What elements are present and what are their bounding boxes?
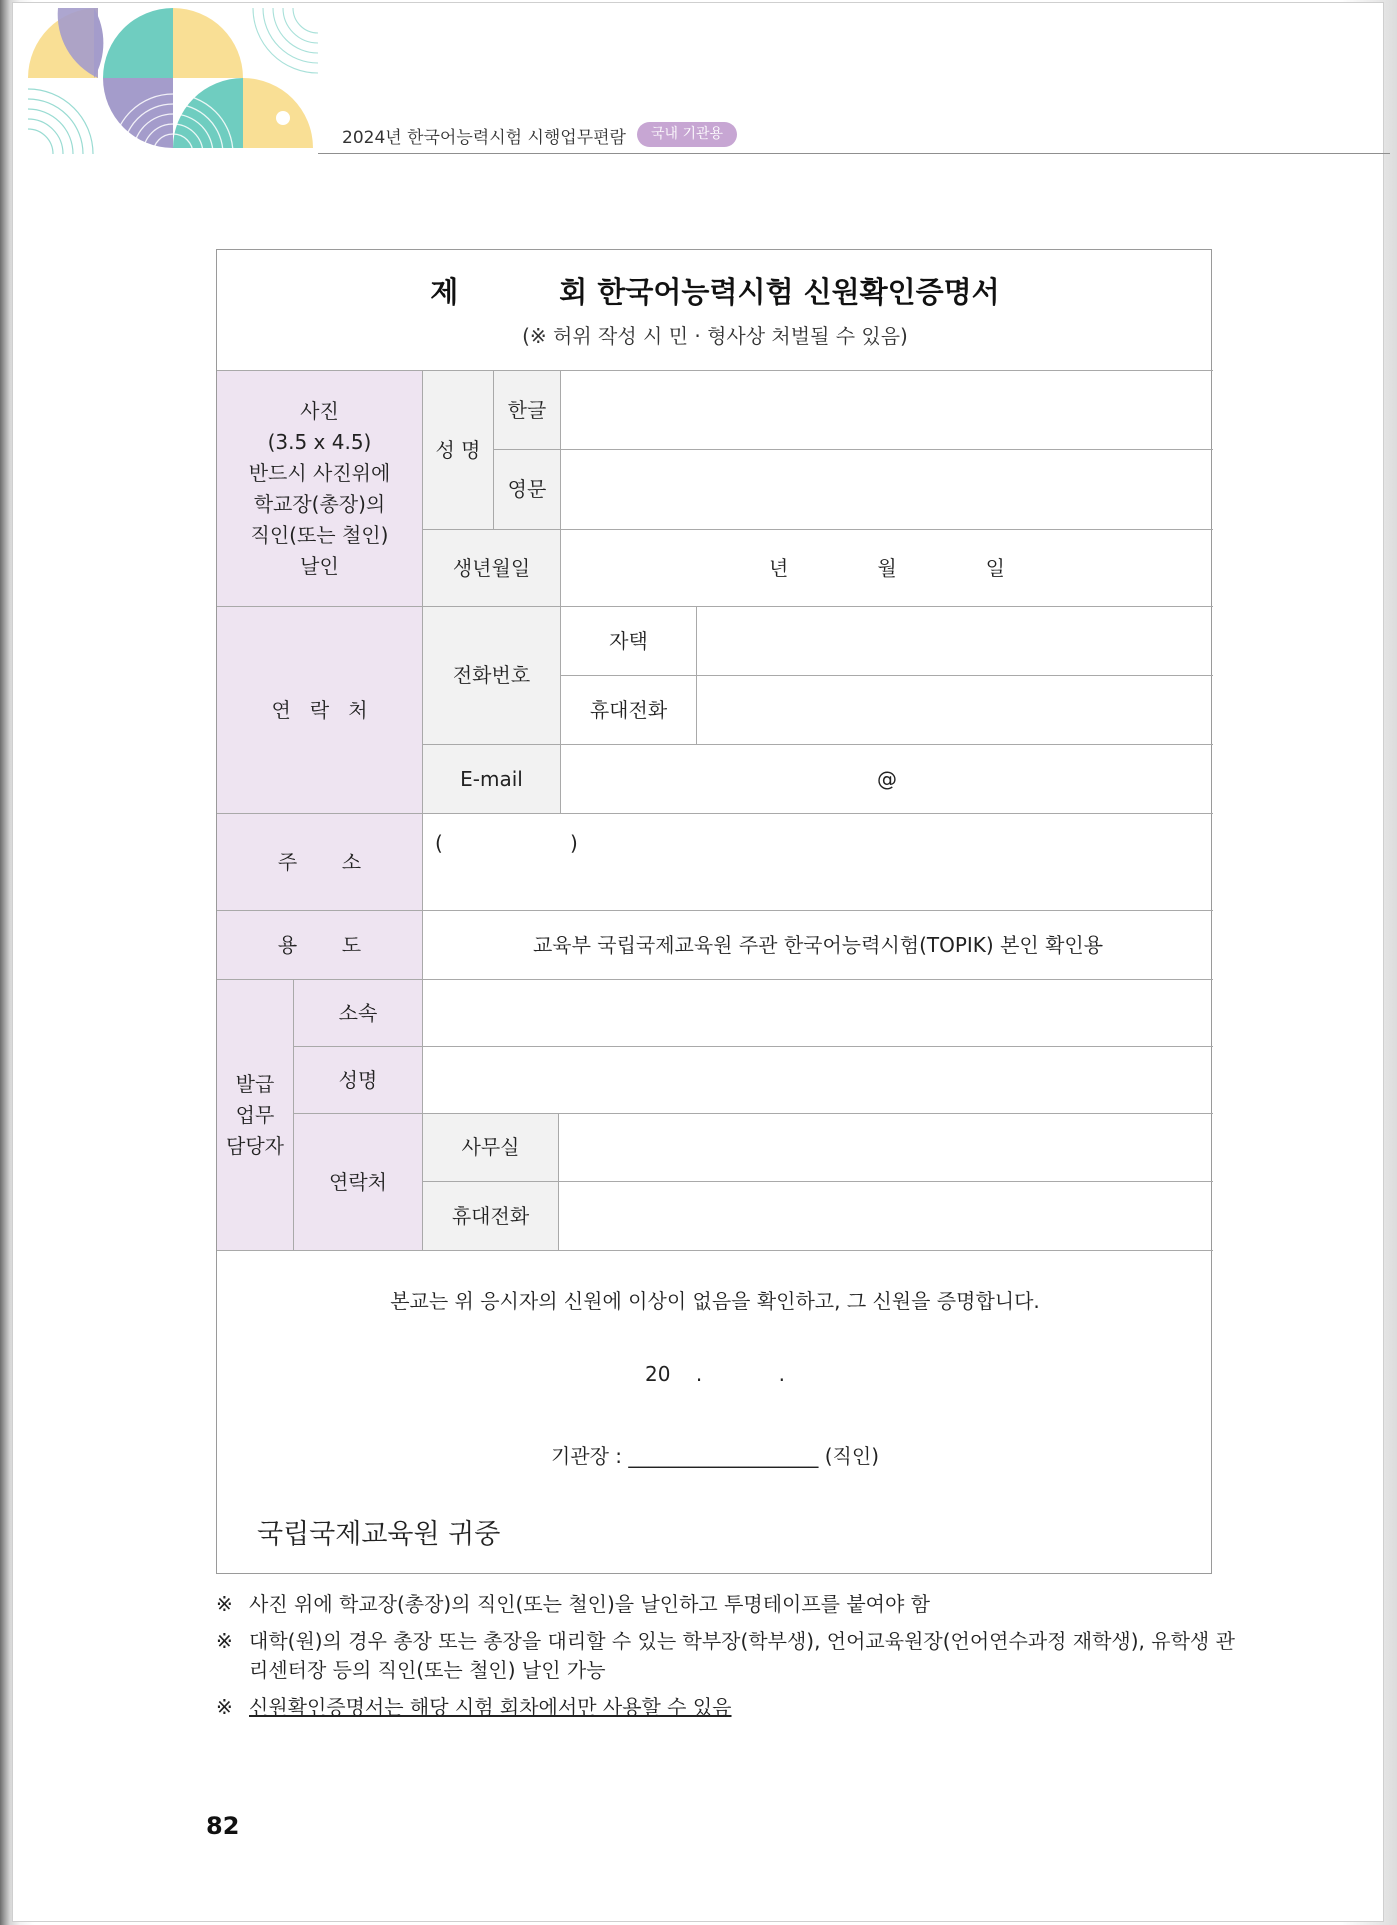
name-korean-label: 한글 — [494, 371, 561, 450]
mobile-phone-label: 휴대전화 — [561, 676, 697, 745]
page-number: 82 — [206, 1812, 240, 1840]
officer-mobile-label: 휴대전화 — [423, 1182, 559, 1251]
issue-date-field[interactable]: 20 . . — [645, 1362, 785, 1386]
name-english-field[interactable] — [561, 450, 1213, 530]
photo-area[interactable] — [217, 371, 423, 607]
note-item: ※ 신원확인증명서는 해당 시험 회차에서만 사용할 수 있음 — [216, 1695, 732, 1719]
affiliation-field[interactable] — [423, 980, 1213, 1047]
form-subtitle: (※ 허위 작성 시 민 · 형사상 처벌될 수 있음) — [522, 324, 908, 348]
header-badge: 국내 기관용 — [637, 122, 737, 147]
header-divider — [318, 153, 1390, 154]
home-phone-label: 자택 — [561, 607, 697, 676]
name-english-label: 영문 — [494, 450, 561, 530]
identity-certificate-form — [216, 249, 1212, 1574]
form-title: 제 회 한국어능력시험 신원확인증명서 — [430, 275, 1000, 309]
birth-label: 생년월일 — [423, 530, 561, 607]
contact-label: 연 락 처 — [217, 607, 423, 814]
officer-label: 발급 업무 담당자 — [217, 980, 294, 1251]
office-phone-field[interactable] — [559, 1114, 1213, 1182]
name-korean-field[interactable] — [561, 371, 1213, 450]
officer-mobile-field[interactable] — [559, 1182, 1213, 1251]
birth-field[interactable]: 년 월 일 — [561, 530, 1213, 607]
notes-list — [216, 1590, 1236, 1730]
email-label: E-mail — [423, 745, 561, 814]
purpose-value: 교육부 국립국제교육원 주관 한국어능력시험(TOPIK) 본인 확인용 — [423, 911, 1213, 980]
name-label: 성 명 — [423, 371, 494, 530]
photo-instructions: 사진 (3.5 x 4.5) 반드시 사진위에 학교장(총장)의 직인(또는 철인) 날인 — [248, 398, 391, 578]
note-item: ※ 사진 위에 학교장(총장)의 직인(또는 철인)을 날인하고 투명테이프를 붙여야 함 — [216, 1592, 930, 1616]
officer-contact-label: 연락처 — [294, 1114, 423, 1251]
header-title: 2024년 한국어능력시험 시행업무편람 — [342, 128, 626, 148]
certification-statement: 본교는 위 응시자의 신원에 이상이 없음을 확인하고, 그 신원을 증명합니다. — [390, 1289, 1040, 1313]
header-decoration — [28, 8, 318, 154]
head-signature-line[interactable]: 기관장 : ___________________ (직인) — [550, 1444, 880, 1468]
officer-name-label: 성명 — [294, 1047, 423, 1114]
officer-name-field[interactable] — [423, 1047, 1213, 1114]
home-phone-field[interactable] — [697, 607, 1213, 676]
issuer-recipient: 국립국제교육원 귀중 — [257, 1519, 501, 1550]
purpose-label: 용 도 — [217, 911, 423, 980]
address-label: 주 소 — [217, 814, 423, 911]
phone-label: 전화번호 — [423, 607, 561, 745]
mobile-phone-field[interactable] — [697, 676, 1213, 745]
note-item: ※ 대학(원)의 경우 총장 또는 총장을 대리할 수 있는 학부장(학부생), 언어교육원장(언어연수과정 재학생), 유학생 관리센터장 등의 직인(또는 철인) 날인 가능 — [216, 1629, 1235, 1682]
affiliation-label: 소속 — [294, 980, 423, 1047]
email-field[interactable]: @ — [561, 745, 1213, 814]
office-phone-label: 사무실 — [423, 1114, 559, 1182]
address-field[interactable]: ( ) — [423, 814, 1213, 911]
